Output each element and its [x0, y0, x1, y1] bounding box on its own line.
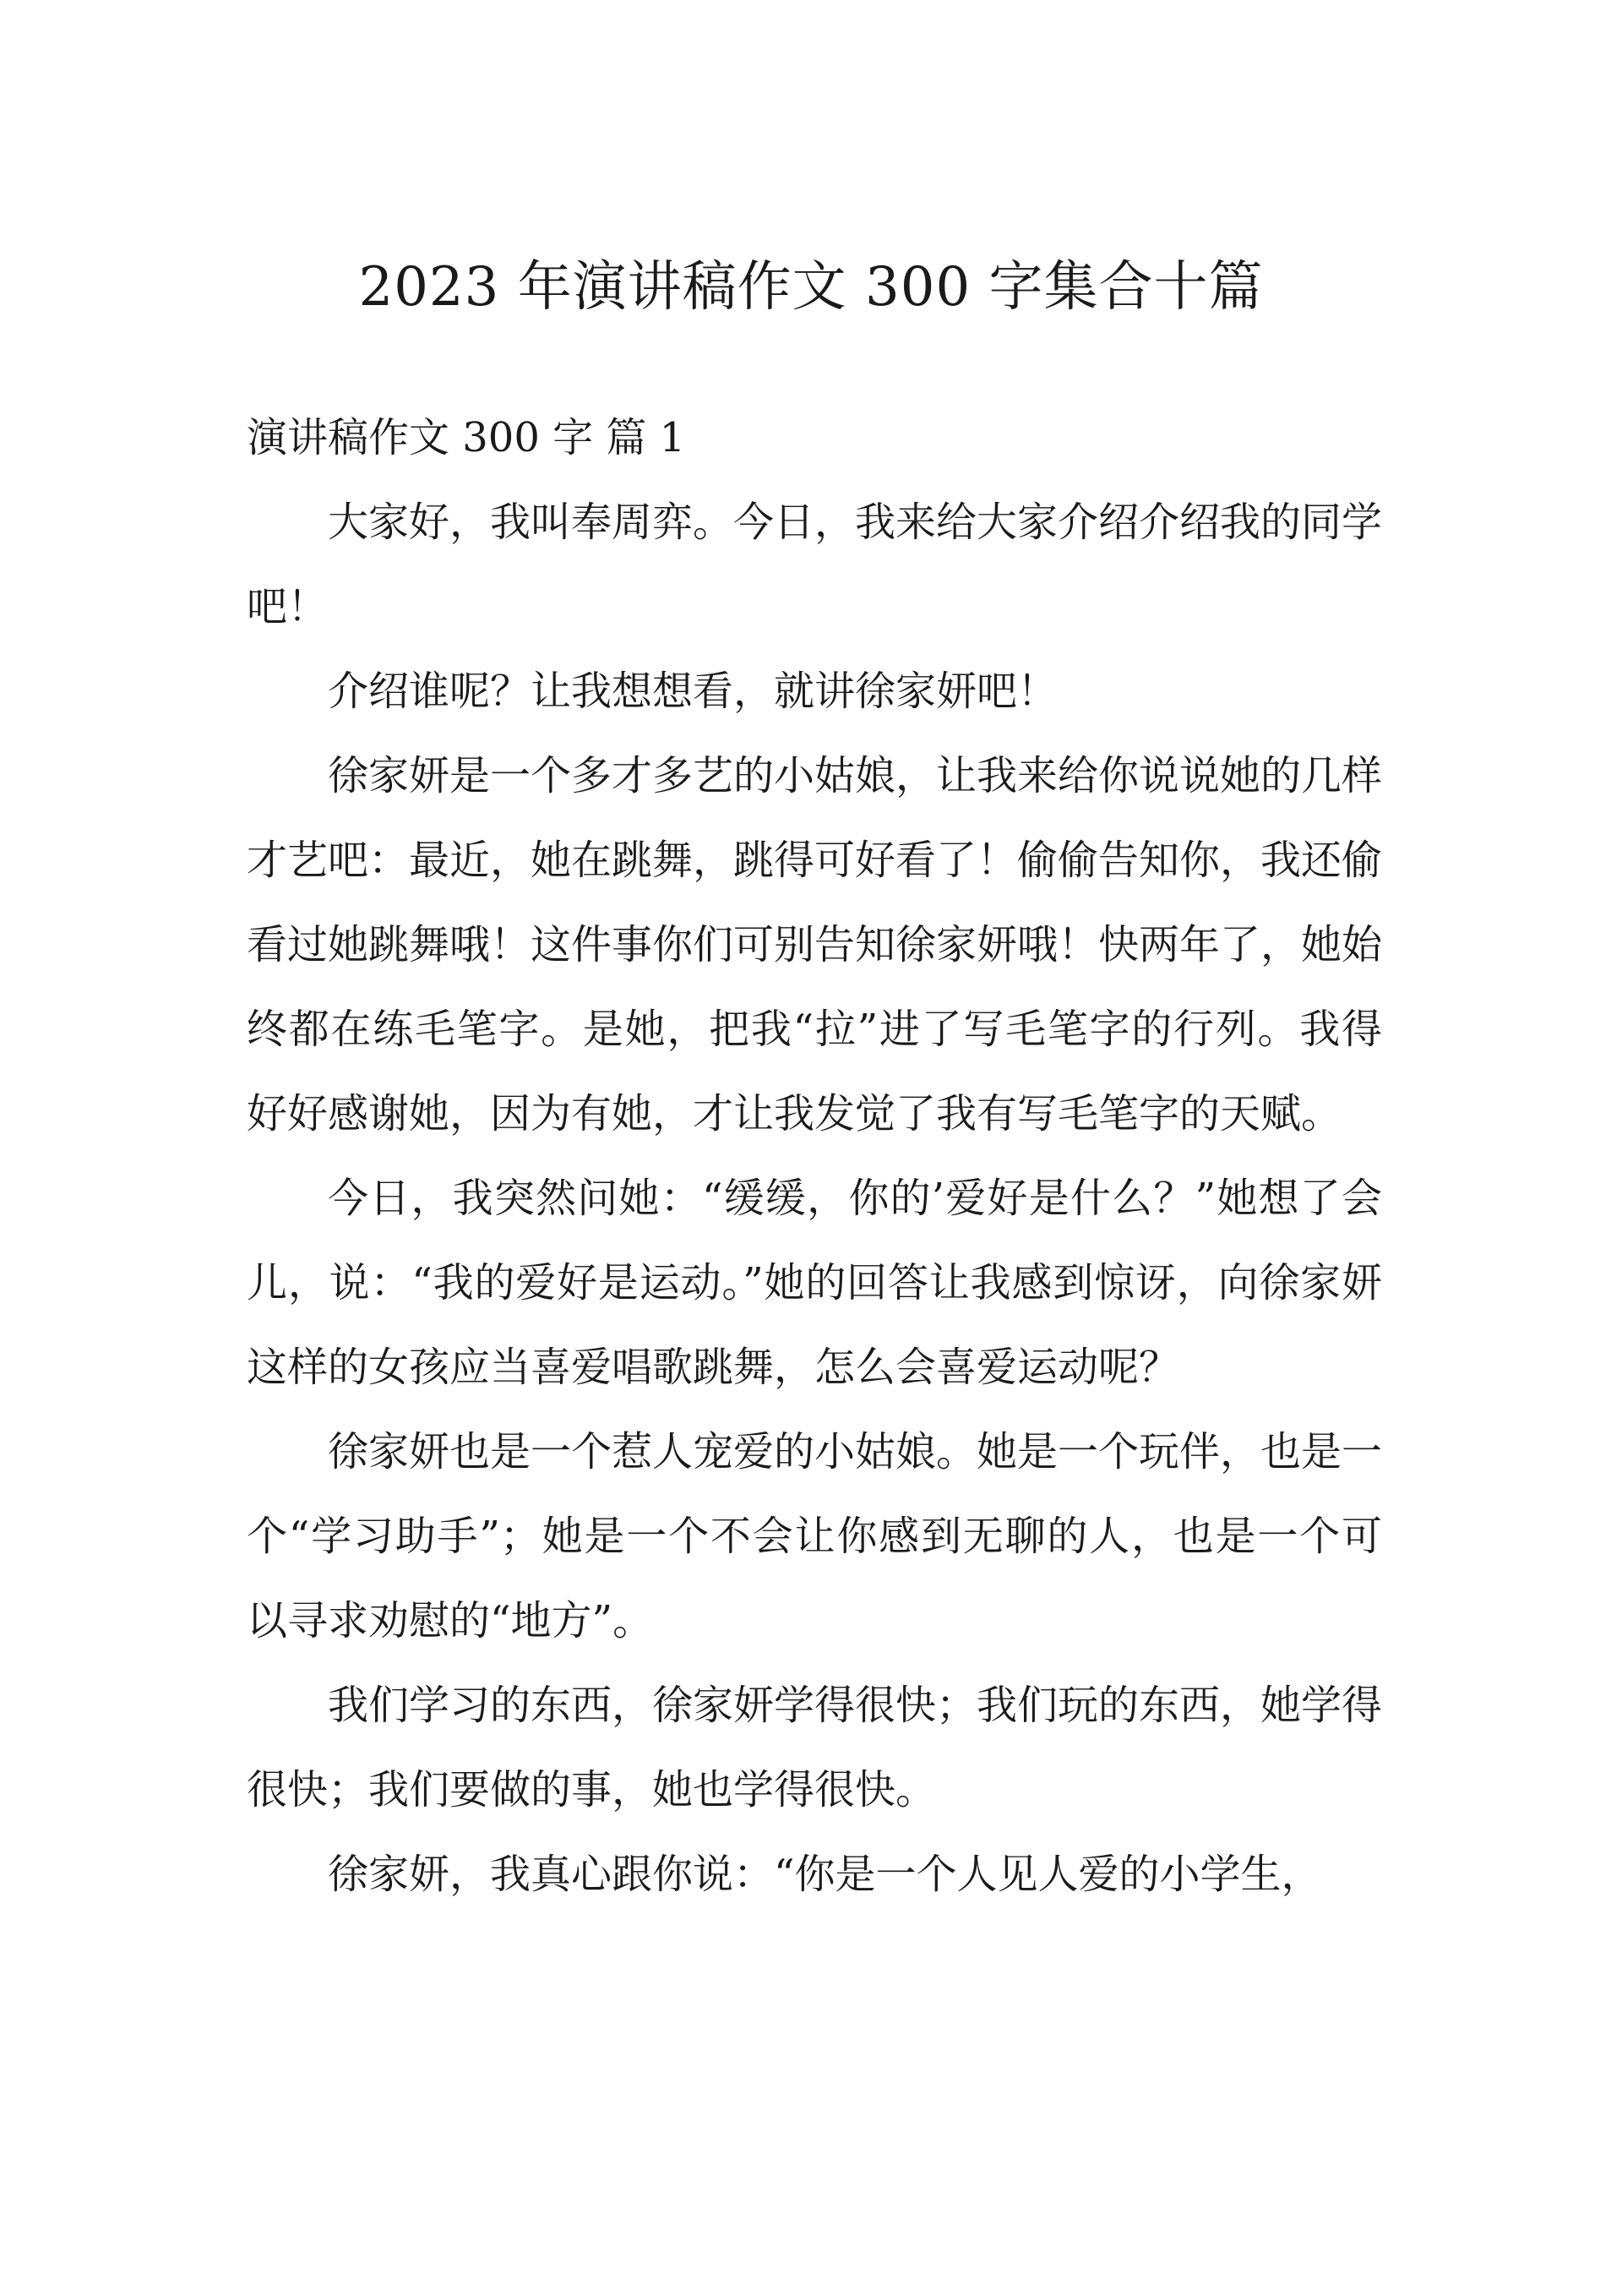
paragraph-6: 我们学习的东西，徐家妍学得很快；我们玩的东西，她学得很快；我们要做的事，她也学得很快。 [247, 1682, 1383, 1813]
paragraph-2: 介绍谁呢？让我想想看，就讲徐家妍吧！ [328, 668, 1059, 715]
paragraph-7: 徐家妍，我真心跟你说：“你是一个人见人爱的小学生， [328, 1851, 1322, 1898]
document-title: 2023 年演讲稿作文 300 字集合十篇 [358, 256, 1264, 319]
paragraph-1: 大家好，我叫奉周弈。今日，我来给大家介绍介绍我的同学吧！ [247, 499, 1383, 630]
document-body [247, 395, 1382, 1917]
paragraph-4: 今日，我突然问她：“缓缓，你的’爱好是什么？”她想了会儿，说：“我的爱好是运动。”她的回答让我感到惊讶，向徐家妍这样的女孩应当喜爱唱歌跳舞，怎么会喜爱运动呢？ [247, 1175, 1382, 1391]
paragraph-5: 徐家妍也是一个惹人宠爱的小姑娘。她是一个玩伴，也是一个“学习助手”；她是一个不会让你感到无聊的人，也是一个可以寻求劝慰的“地方”。 [247, 1428, 1383, 1644]
paragraph-3: 徐家妍是一个多才多艺的小姑娘，让我来给你说说她的几样才艺吧：最近，她在跳舞，跳得可好看了！偷偷告知你，我还偷看过她跳舞哦！这件事你们可别告知徐家妍哦！快两年了，她始终都在练毛笔字。是她，把我“拉”进了写毛笔字的行列。我得好好感谢她，因为有她，才让我发觉了我有写毛笔字的天赋。 [247, 752, 1383, 1137]
section-heading: 演讲稿作文 300 字 篇 1 [247, 414, 686, 461]
